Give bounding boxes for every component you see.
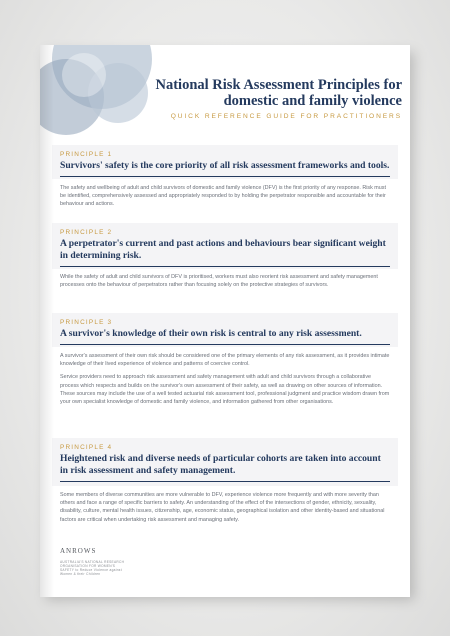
principle-label: PRINCIPLE 2 xyxy=(60,229,113,236)
document-page xyxy=(40,45,410,597)
principle-label: PRINCIPLE 1 xyxy=(60,151,113,158)
principle-paragraph: Some members of diverse communities are more vulnerable to DFV, experience violence more frequently and with more severity than others and face a range of specific barriers to safety. An understanding of the effect of the intersections of gender, ethnicity, sexuality, disability, culture, mental health issues, citizenship, age, economic status, geographical isolation and other identity-based and situational factors are critical when undertaking risk assessment and managing safety. xyxy=(60,492,385,523)
divider xyxy=(60,176,390,177)
principle-heading: Survivors' safety is the core priority of all risk assessment frameworks and tools. xyxy=(60,160,390,171)
principle-card-2 xyxy=(52,223,398,269)
principle-card-4 xyxy=(52,438,398,486)
document-subtitle: QUICK REFERENCE GUIDE FOR PRACTITIONERS xyxy=(170,113,402,120)
divider xyxy=(60,344,390,345)
principle-label: PRINCIPLE 3 xyxy=(60,319,113,326)
divider xyxy=(60,481,390,482)
principle-card-1 xyxy=(52,145,398,179)
anrows-logo-subtitle: AUSTRALIA'S NATIONAL RESEARCH ORGANISATION FOR WOMEN'S SAFETY to Reduce Violence against Women & their Children xyxy=(60,560,125,576)
principle-label: PRINCIPLE 4 xyxy=(60,444,113,451)
principle-heading: Heightened risk and diverse needs of particular cohorts are taken into account in risk assessment and safety management. xyxy=(60,453,381,476)
divider xyxy=(60,266,390,267)
document-title: National Risk Assessment Principles for domestic and family violence xyxy=(155,77,402,109)
principle-paragraph: Service providers need to approach risk assessment and safety management with adult and child survivors through a collaborative process which respects and builds on the survivor's own assessment of their safety, as well as drawing on other sources of information. These sources may include the use of a well tested actuarial risk assessment tool, professional judgment and practice wisdom drawn from your own specialist knowledge of domestic and family violence, and information gathered from other organisations. xyxy=(60,374,390,406)
principle-heading: A perpetrator's current and past actions and behaviours bear significant weight in determining risk. xyxy=(60,238,386,261)
anrows-logo: ANROWS xyxy=(60,547,97,555)
principle-heading: A survivor's knowledge of their own risk is central to any risk assessment. xyxy=(60,328,362,339)
principle-card-3 xyxy=(52,313,398,347)
principle-body-1 xyxy=(60,184,390,214)
principle-paragraph: A survivor's assessment of their own risk should be considered one of the primary elements of any risk assessment, as it provides intimate knowledge of their lived experience of violence and patterns of coercive control. xyxy=(60,353,390,368)
principle-paragraph: The safety and wellbeing of adult and child survivors of domestic and family violence (DFV) is the first priority of any response. Risk must be identified, comprehensively assessed and appropriately responded to by holding the perpetrator responsible and accountable for their behaviour and actions. xyxy=(60,185,386,208)
principle-body-3 xyxy=(60,352,390,411)
principle-body-2 xyxy=(60,273,390,294)
principle-body-4 xyxy=(60,491,390,529)
principle-paragraph: While the safety of adult and child survivors of DFV is prioritised, workers must also reorient risk assessment and safety management processes onto the behaviour of perpetrators rather than focusing solely on the protective strategies of survivors. xyxy=(60,274,378,289)
